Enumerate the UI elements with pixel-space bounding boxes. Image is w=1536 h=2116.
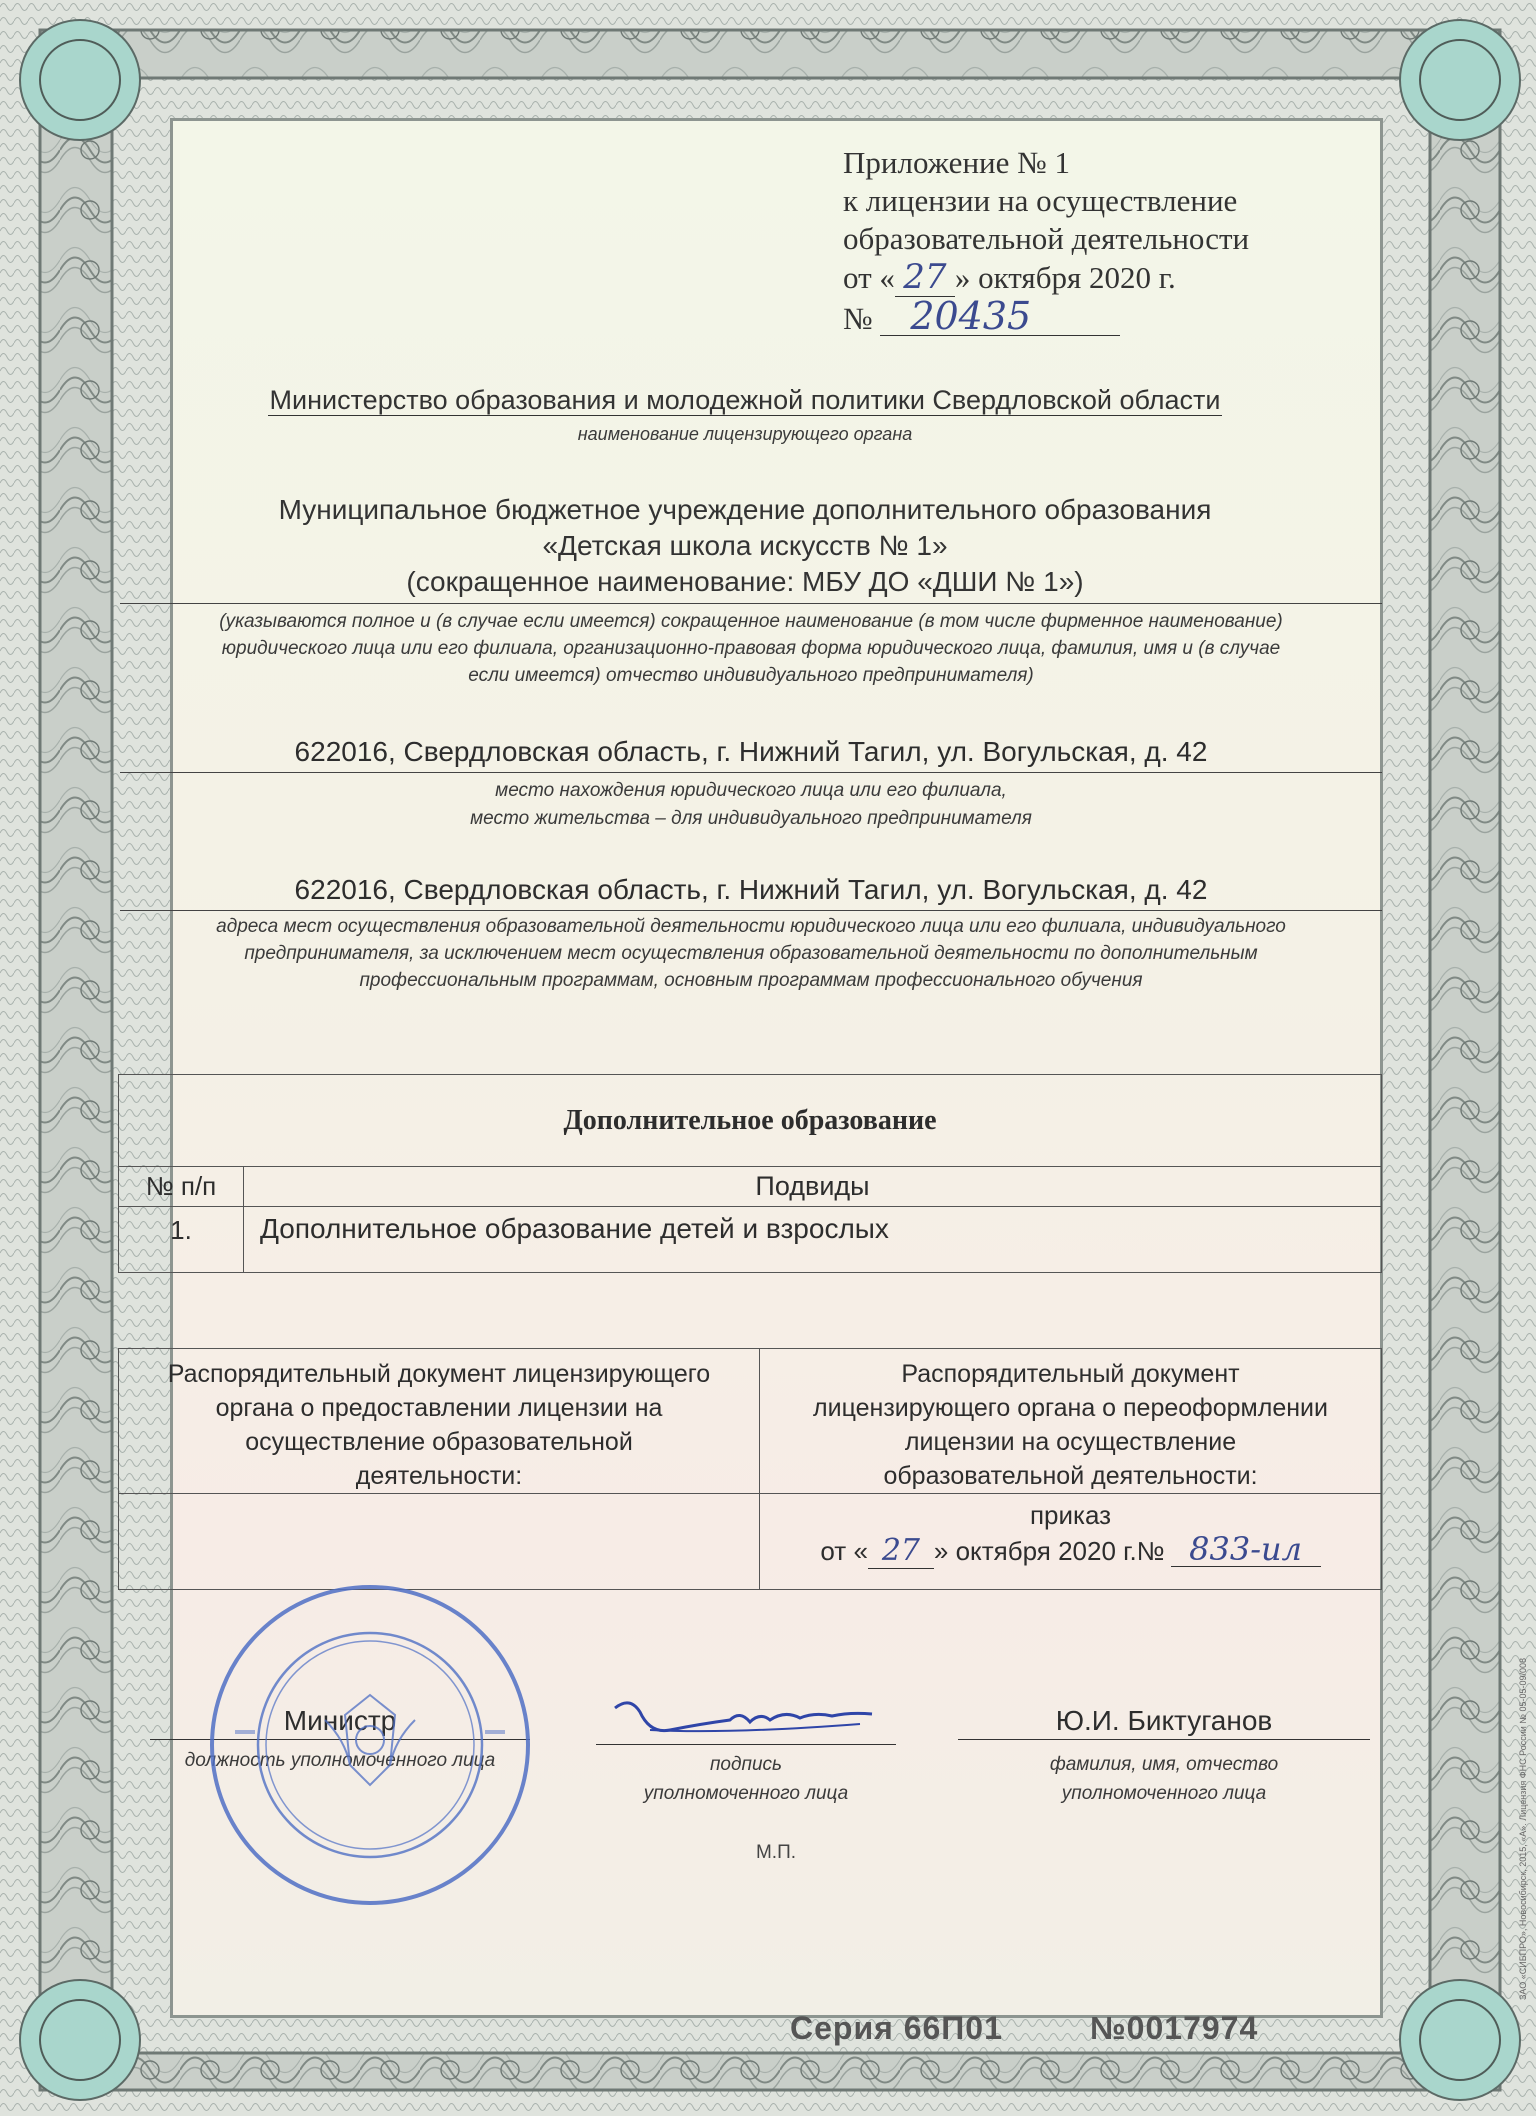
appendix-line2: к лицензии на осуществление bbox=[843, 183, 1238, 218]
col-number-header: № п/п bbox=[119, 1167, 244, 1207]
location-caption: место нахождения юридического лица или его филиала, место жительства – для индивидуального предпринимателя bbox=[470, 780, 1032, 829]
reissue-order-header: Распорядительный документ лицензирующего органа о переоформлении лицензии на осуществление образовательной деятельности: bbox=[760, 1349, 1382, 1494]
license-number: 20435 bbox=[880, 297, 1120, 336]
order-day: 27 bbox=[868, 1534, 934, 1569]
orders-table bbox=[118, 1348, 1382, 1590]
series-block bbox=[790, 2010, 1003, 2047]
appendix-block bbox=[843, 144, 1249, 338]
row-number: 1. bbox=[119, 1207, 244, 1273]
printer-note: ЗАО «СИБПРО», Новосибирск, 2015, «А». Лицензия ФНС России № 05-05-09/008 bbox=[1518, 1658, 1528, 2000]
order-date-line: от « 27 » октября 2020 г.№ 833-ил bbox=[760, 1532, 1381, 1569]
organization-name bbox=[200, 492, 1290, 600]
blank-number: №0017974 bbox=[1090, 2010, 1259, 2046]
organization-caption: (указываются полное и (в случае если имеется) сокращенное наименование (в том числе фирменное наименование) юридического лица или его филиала, организационно-правовая форма юридического лица, фамилия, имя и (в случае если имеется) отчество индивидуального предпринимателя) bbox=[219, 611, 1283, 686]
education-table-title: Дополнительное образование bbox=[119, 1075, 1382, 1167]
grant-order-value bbox=[119, 1494, 760, 1590]
order-number: 833-ил bbox=[1171, 1532, 1321, 1567]
grant-order-header: Распорядительный документ лицензирующего органа о предоставлении лицензии на осуществление образовательной деятельности: bbox=[119, 1349, 760, 1494]
official-stamp bbox=[205, 1580, 535, 1910]
signatory-position: Министр bbox=[150, 1705, 530, 1740]
handwritten-signature bbox=[610, 1690, 880, 1750]
name-caption: фамилия, имя, отчество уполномоченного лица bbox=[1049, 1754, 1279, 1804]
reissue-order-value bbox=[760, 1494, 1382, 1590]
appendix-number: № 20435 bbox=[843, 297, 1249, 338]
col-subtypes-header: Подвиды bbox=[244, 1167, 1382, 1207]
series-value: 66П01 bbox=[903, 2010, 1003, 2046]
order-word: приказ bbox=[1029, 1500, 1112, 1530]
activity-address: 622016, Свердловская область, г. Нижний Тагил, ул. Вогульская, д. 42 bbox=[294, 874, 1208, 905]
signatory-name: Ю.И. Биктуганов bbox=[958, 1705, 1370, 1740]
location-rule bbox=[120, 772, 1382, 773]
appendix-day: 27 bbox=[895, 258, 955, 297]
seal-place-mark: М.П. bbox=[755, 1842, 797, 1863]
appendix-line3: образовательной деятельности bbox=[843, 221, 1250, 256]
position-caption: должность уполномоченного лица bbox=[184, 1750, 496, 1771]
activity-caption: адреса мест осуществления образовательной деятельности юридического лица или его филиала, индивидуального предпринимателя, за исключением мест осуществления образовательной деятельности по дополнительным профессиональным программам, основным программам профессионального обучения bbox=[216, 916, 1286, 991]
organization-line1: Муниципальное бюджетное учреждение дополнительного образования bbox=[278, 494, 1212, 525]
table-row bbox=[119, 1207, 1382, 1273]
series-label: Серия bbox=[790, 2010, 894, 2046]
appendix-line1: Приложение № 1 bbox=[843, 145, 1070, 180]
activity-rule bbox=[120, 910, 1382, 911]
location-address: 622016, Свердловская область, г. Нижний Тагил, ул. Вогульская, д. 42 bbox=[294, 736, 1208, 767]
education-table bbox=[118, 1074, 1382, 1273]
appendix-date: от « 27 » октября 2020 г. bbox=[843, 257, 1176, 297]
signature-caption: подпись уполномоченного лица bbox=[643, 1754, 849, 1804]
organization-line2: «Детская школа искусств № 1» bbox=[542, 530, 948, 561]
organization-rule bbox=[120, 603, 1382, 604]
row-subtype: Дополнительное образование детей и взрослых bbox=[244, 1207, 1382, 1273]
authority-name: Министерство образования и молодежной политики Свердловской области bbox=[269, 385, 1221, 415]
authority-block bbox=[200, 385, 1290, 416]
organization-line3: (сокращенное наименование: МБУ ДО «ДШИ № 1») bbox=[406, 566, 1084, 597]
authority-caption: наименование лицензирующего органа bbox=[577, 424, 913, 444]
